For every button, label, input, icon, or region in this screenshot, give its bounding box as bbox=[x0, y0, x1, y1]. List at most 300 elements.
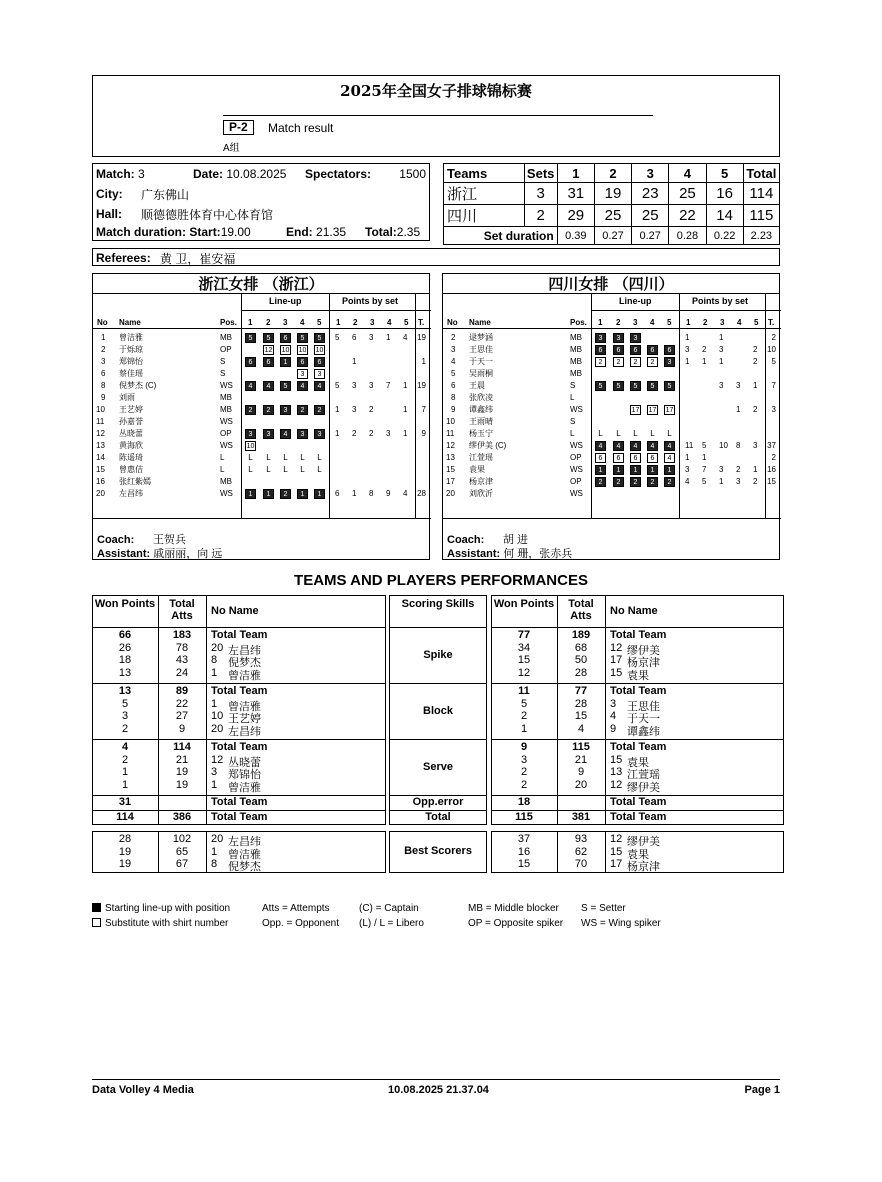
total-atts-value: 19 bbox=[175, 766, 189, 778]
section-rule bbox=[389, 683, 487, 684]
starting-position-marker: 3 bbox=[263, 429, 274, 439]
no-name-header: No Name bbox=[610, 605, 658, 617]
libero-marker: L bbox=[616, 429, 621, 438]
set-points: 3 bbox=[352, 405, 357, 414]
set-points: 7 bbox=[386, 381, 391, 390]
t-header: T. bbox=[768, 318, 775, 327]
player-total: 7 bbox=[771, 381, 776, 390]
starting-position-marker: 1 bbox=[263, 489, 274, 499]
won-points-value: 77 bbox=[517, 629, 531, 641]
player-position: L bbox=[570, 393, 575, 402]
total-atts-value: 28 bbox=[574, 666, 588, 679]
player-number: 15 bbox=[610, 845, 623, 858]
player-number: 1 bbox=[211, 697, 218, 710]
set-score: 14 bbox=[706, 205, 743, 227]
points-set-header: 2 bbox=[353, 318, 358, 327]
set-score: 25 bbox=[594, 205, 631, 227]
player-position: MB bbox=[570, 357, 582, 366]
won-points-value: 26 bbox=[118, 641, 132, 654]
starting-position-marker: 3 bbox=[297, 429, 308, 439]
set-points: 3 bbox=[386, 429, 391, 438]
document-label: Match result bbox=[268, 121, 334, 135]
set-points: 3 bbox=[685, 465, 690, 474]
team-title: 四川女排 （四川） bbox=[443, 274, 779, 294]
points-set-header: 1 bbox=[336, 318, 341, 327]
player-position: MB bbox=[570, 345, 582, 354]
performance-title: TEAMS AND PLAYERS PERFORMANCES bbox=[294, 572, 588, 589]
player-name: 刘雨 bbox=[119, 393, 135, 402]
set-points: 3 bbox=[736, 381, 741, 390]
libero-marker: L bbox=[598, 429, 603, 438]
set-duration: 0.22 bbox=[706, 227, 743, 245]
result-header-row bbox=[444, 164, 780, 183]
footer-software: Data Volley 4 Media bbox=[92, 1084, 194, 1096]
player-name: 袁果 bbox=[627, 756, 649, 769]
section-rule bbox=[92, 683, 386, 684]
player-name: 缪伊美 (C) bbox=[469, 441, 507, 450]
player-position: WS bbox=[220, 381, 233, 390]
starting-position-marker: 6 bbox=[245, 357, 256, 367]
skill-label: Serve bbox=[423, 761, 453, 773]
player-name: 左昌纬 bbox=[119, 489, 143, 498]
set-points: 1 bbox=[685, 453, 690, 462]
set-points: 4 bbox=[403, 489, 408, 498]
starting-position-marker: 2 bbox=[664, 477, 675, 487]
total-atts-value: 15 bbox=[574, 710, 588, 722]
total-atts-value: 68 bbox=[574, 641, 588, 654]
total-atts-value: 381 bbox=[571, 811, 591, 823]
set-points: 2 bbox=[369, 405, 374, 414]
starting-position-marker: 6 bbox=[314, 357, 325, 367]
total-atts-value: 114 bbox=[173, 741, 191, 753]
starting-position-marker: 5 bbox=[280, 381, 291, 391]
starting-position-marker: 3 bbox=[595, 333, 606, 343]
player-position: S bbox=[220, 357, 226, 366]
starting-position-marker: 1 bbox=[245, 489, 256, 499]
player-name: 倪梦杰 bbox=[228, 861, 261, 873]
player-number: 12 bbox=[610, 778, 623, 791]
player-position: L bbox=[220, 465, 225, 474]
starting-position-marker: 4 bbox=[280, 429, 291, 439]
player-number: 5 bbox=[451, 369, 456, 378]
won-points-value: 2 bbox=[121, 753, 129, 766]
player-number: 20 bbox=[211, 833, 224, 845]
player-name: 缪伊美 bbox=[627, 781, 660, 794]
set-points: 1 bbox=[685, 333, 690, 342]
starting-position-marker: 3 bbox=[280, 405, 291, 415]
total-atts-value: 27 bbox=[175, 710, 189, 722]
substitute-marker: 10 bbox=[281, 347, 290, 354]
total-atts-value: 50 bbox=[574, 654, 588, 666]
player-name: 杨玉宁 bbox=[469, 429, 493, 438]
player-name: 于烁琼 bbox=[119, 345, 143, 354]
player-number: 1 bbox=[211, 778, 218, 791]
skill-label: Spike bbox=[423, 649, 453, 661]
player-number: 12 bbox=[610, 833, 623, 845]
lineup-set-header: 3 bbox=[633, 318, 638, 327]
total-atts-value: 89 bbox=[175, 685, 189, 697]
set-points: 8 bbox=[736, 441, 741, 450]
no-name-header: No Name bbox=[211, 605, 259, 617]
player-name: 王思佳 bbox=[627, 700, 660, 713]
starting-position-marker: 4 bbox=[630, 441, 641, 451]
starting-position-marker: 2 bbox=[647, 477, 658, 487]
starting-position-marker: 6 bbox=[613, 345, 624, 355]
starting-position-marker: 5 bbox=[245, 333, 256, 343]
set2-header: 2 bbox=[594, 164, 631, 183]
starting-position-marker: 4 bbox=[297, 381, 308, 391]
spectators-count: 1500 bbox=[399, 167, 426, 181]
libero-marker: L bbox=[667, 429, 672, 438]
header-rule bbox=[93, 328, 431, 329]
referees-box bbox=[92, 248, 780, 266]
referees-label: Referees: bbox=[96, 251, 151, 265]
starting-position-marker: 5 bbox=[630, 381, 641, 391]
starting-position-marker: 6 bbox=[630, 345, 641, 355]
total-atts-value: 43 bbox=[175, 654, 189, 666]
won-points-value: 19 bbox=[118, 845, 132, 858]
set-duration: 0.27 bbox=[632, 227, 669, 245]
total-atts-value: 9 bbox=[178, 722, 186, 735]
set-points: 3 bbox=[753, 441, 758, 450]
total-atts-value: 21 bbox=[175, 753, 189, 766]
team-total-label: Total Team bbox=[211, 685, 268, 697]
set-points: 1 bbox=[753, 465, 758, 474]
pos-header: Pos. bbox=[570, 318, 587, 327]
result-row bbox=[444, 183, 780, 205]
team-total-label: Total Team bbox=[610, 629, 667, 641]
set-score: 19 bbox=[594, 183, 631, 205]
points-set-header: 5 bbox=[754, 318, 759, 327]
team-total-label: Total Team bbox=[211, 796, 268, 808]
set-score: 16 bbox=[706, 183, 743, 205]
set-points: 6 bbox=[335, 489, 340, 498]
set-points: 3 bbox=[352, 381, 357, 390]
total-atts-value: 19 bbox=[175, 778, 189, 791]
player-number: 1 bbox=[101, 333, 106, 342]
starting-position-marker: 5 bbox=[263, 333, 274, 343]
total-atts-value: 9 bbox=[577, 766, 585, 778]
player-number: 12 bbox=[96, 429, 105, 438]
substitute-marker: 17 bbox=[665, 407, 674, 414]
player-number: 3 bbox=[610, 697, 617, 710]
set-points: 1 bbox=[335, 405, 340, 414]
set-points: 3 bbox=[719, 381, 724, 390]
won-points-value: 34 bbox=[517, 641, 531, 654]
player-total: 2 bbox=[771, 453, 776, 462]
player-total: 37 bbox=[767, 441, 776, 450]
legend-starting: Starting line-up with position bbox=[92, 903, 230, 914]
spectators-label: Spectators: bbox=[305, 167, 372, 181]
starting-position-marker: 5 bbox=[647, 381, 658, 391]
starting-position-marker: 5 bbox=[595, 381, 606, 391]
best-scorers-label: Best Scorers bbox=[404, 845, 472, 857]
assistant-row bbox=[97, 545, 222, 561]
won-points-value: 16 bbox=[517, 845, 531, 858]
player-name: 王思佳 bbox=[469, 345, 493, 354]
player-name: 于天一 bbox=[469, 357, 493, 366]
assistant-row bbox=[447, 545, 572, 561]
set-duration-label: Set duration bbox=[483, 228, 554, 243]
player-total: 19 bbox=[417, 333, 426, 342]
no-header: No bbox=[447, 318, 458, 327]
player-number: 3 bbox=[101, 357, 106, 366]
set-points: 3 bbox=[719, 465, 724, 474]
player-name: 袁果 bbox=[469, 465, 485, 474]
legend-atts: Atts = Attempts bbox=[262, 903, 330, 914]
set-points: 4 bbox=[685, 477, 690, 486]
player-number: 20 bbox=[446, 489, 455, 498]
legend-opp: Opp. = Opponent bbox=[262, 918, 340, 929]
set-points: 2 bbox=[702, 345, 707, 354]
libero-marker: L bbox=[283, 453, 288, 462]
hall-value: 顺德德胜体育中心体育馆 bbox=[141, 208, 274, 222]
set-points: 1 bbox=[702, 453, 707, 462]
player-position: WS bbox=[570, 441, 583, 450]
points-set-header: 4 bbox=[737, 318, 742, 327]
points-by-set-header: Points by set bbox=[342, 296, 399, 306]
player-total: 2 bbox=[771, 333, 776, 342]
player-total: 9 bbox=[421, 429, 426, 438]
player-position: MB bbox=[220, 477, 232, 486]
substitute-marker: 10 bbox=[298, 347, 307, 354]
team-total-label: Total Team bbox=[610, 796, 667, 808]
won-points-value: 2 bbox=[520, 778, 528, 791]
legend-mb: MB = Middle blocker bbox=[468, 903, 559, 914]
starting-position-marker: 6 bbox=[280, 333, 291, 343]
player-name: 吴雨桐 bbox=[469, 369, 493, 378]
libero-marker: L bbox=[317, 453, 322, 462]
player-name: 曾洁雅 bbox=[228, 781, 261, 794]
starting-position-marker: 1 bbox=[647, 465, 658, 475]
won-points-value: 12 bbox=[517, 666, 531, 679]
substitute-marker: 17 bbox=[648, 407, 657, 414]
player-name: 杨京津 bbox=[469, 477, 493, 486]
starting-position-marker: 1 bbox=[297, 489, 308, 499]
points-set-header: 5 bbox=[404, 318, 409, 327]
player-number: 16 bbox=[96, 477, 105, 486]
won-points-value: 15 bbox=[517, 654, 531, 666]
won-points-value: 2 bbox=[121, 722, 129, 735]
header-rule bbox=[443, 328, 781, 329]
substitute-marker: 6 bbox=[630, 453, 641, 463]
legend-setter: S = Setter bbox=[581, 903, 626, 914]
libero-marker: L bbox=[317, 465, 322, 474]
player-name: 缪伊美 bbox=[627, 836, 660, 848]
starting-position-marker: 2 bbox=[630, 477, 641, 487]
libero-marker: L bbox=[266, 465, 271, 474]
sets-header: Sets bbox=[524, 164, 557, 183]
hall-label: Hall: bbox=[96, 207, 123, 221]
player-name: 袁果 bbox=[627, 669, 649, 682]
player-position: MB bbox=[220, 333, 232, 342]
substitute-marker: 6 bbox=[595, 453, 606, 463]
total-atts-value: 21 bbox=[574, 753, 588, 766]
player-number: 15 bbox=[96, 465, 105, 474]
match-label: Match: bbox=[96, 167, 135, 181]
set-score: 31 bbox=[557, 183, 594, 205]
starting-position-marker: 2 bbox=[595, 477, 606, 487]
player-name: 曾洁雅 bbox=[228, 669, 261, 682]
player-name: 谭鑫纬 bbox=[627, 725, 660, 738]
starting-position-marker: 1 bbox=[613, 465, 624, 475]
total-atts-value: 20 bbox=[574, 778, 588, 791]
scoring-skills-header: Scoring Skills bbox=[401, 598, 475, 610]
won-points-value: 114 bbox=[116, 811, 134, 823]
name-header: Name bbox=[119, 318, 141, 327]
set-score: 22 bbox=[669, 205, 706, 227]
end-label: End: bbox=[286, 225, 313, 239]
starting-position-marker: 1 bbox=[595, 465, 606, 475]
set-duration-total: 2.23 bbox=[743, 227, 779, 245]
set-points: 11 bbox=[685, 441, 694, 450]
starting-position-marker: 6 bbox=[297, 357, 308, 367]
set-points: 1 bbox=[719, 333, 724, 342]
player-position: S bbox=[220, 369, 226, 378]
player-number: 15 bbox=[610, 666, 623, 679]
total-atts-value: 115 bbox=[572, 741, 590, 753]
player-number: 10 bbox=[446, 417, 455, 426]
won-points-value: 1 bbox=[520, 722, 528, 735]
lineup-set-header: 5 bbox=[667, 318, 672, 327]
assistant-label: Assistant: bbox=[447, 548, 504, 560]
opp-error-label: Opp.error bbox=[412, 796, 464, 808]
section-rule bbox=[491, 627, 784, 628]
points-set-header: 3 bbox=[720, 318, 725, 327]
starting-position-marker: 3 bbox=[630, 333, 641, 343]
substitute-marker: 2 bbox=[647, 357, 658, 367]
match-info-box bbox=[92, 163, 430, 241]
set-points: 1 bbox=[403, 405, 408, 414]
player-number: 15 bbox=[610, 753, 623, 766]
set-points: 1 bbox=[719, 477, 724, 486]
total-atts-value: 102 bbox=[172, 833, 192, 845]
set-points: 1 bbox=[719, 357, 724, 366]
player-position: OP bbox=[220, 345, 232, 354]
player-position: WS bbox=[220, 441, 233, 450]
player-position: S bbox=[570, 381, 576, 390]
player-name: 张欣凌 bbox=[469, 393, 493, 402]
won-points-value: 1 bbox=[121, 778, 129, 791]
set5-header: 5 bbox=[706, 164, 743, 183]
starting-position-marker: 5 bbox=[613, 381, 624, 391]
starting-position-marker: 6 bbox=[263, 357, 274, 367]
set-duration: 0.28 bbox=[669, 227, 706, 245]
legend-captain: (C) = Captain bbox=[359, 903, 419, 914]
total-atts-value: 189 bbox=[571, 629, 591, 641]
assistant-label: Assistant: bbox=[97, 548, 154, 560]
set-duration: 0.39 bbox=[557, 227, 594, 245]
start-time: 19.00 bbox=[220, 225, 251, 239]
filled-square-icon bbox=[92, 903, 101, 912]
city-label: City: bbox=[96, 187, 123, 201]
lineup-header: Line-up bbox=[619, 296, 652, 306]
starting-position-marker: 2 bbox=[314, 405, 325, 415]
won-points-header: Won Points bbox=[94, 598, 156, 610]
player-name: 杨京津 bbox=[627, 861, 660, 873]
header-rule bbox=[223, 115, 653, 116]
won-points-value: 11 bbox=[518, 685, 530, 697]
teams-header: Teams bbox=[444, 164, 525, 183]
starting-position-marker: 2 bbox=[613, 477, 624, 487]
match-number: 3 bbox=[138, 167, 145, 181]
starting-position-marker: 3 bbox=[664, 357, 675, 367]
starting-position-marker: 4 bbox=[595, 441, 606, 451]
player-number: 15 bbox=[446, 465, 455, 474]
header-box bbox=[92, 75, 780, 157]
player-number: 10 bbox=[211, 710, 224, 722]
player-number: 8 bbox=[211, 858, 218, 870]
player-number: 13 bbox=[96, 441, 105, 450]
player-number: 8 bbox=[211, 654, 218, 666]
starting-position-marker: 5 bbox=[664, 381, 675, 391]
player-position: MB bbox=[220, 393, 232, 402]
starting-position-marker: 4 bbox=[613, 441, 624, 451]
libero-marker: L bbox=[300, 453, 305, 462]
starting-position-marker: 1 bbox=[630, 465, 641, 475]
player-number: 12 bbox=[446, 441, 455, 450]
set-points: 3 bbox=[736, 477, 741, 486]
set-points: 1 bbox=[736, 405, 741, 414]
player-name: 左昌纬 bbox=[228, 725, 261, 738]
set-points: 2 bbox=[753, 345, 758, 354]
starting-position-marker: 1 bbox=[280, 357, 291, 367]
duration-label: Match duration: bbox=[96, 225, 186, 239]
set-points: 8 bbox=[369, 489, 374, 498]
empty-square-icon bbox=[92, 918, 101, 927]
player-position: S bbox=[570, 417, 576, 426]
player-name: 曾洁雅 bbox=[228, 700, 261, 713]
header-rule bbox=[591, 310, 781, 311]
home-roster bbox=[92, 273, 430, 560]
total-atts-value: 28 bbox=[574, 697, 588, 710]
set-points: 1 bbox=[352, 357, 357, 366]
no-header: No bbox=[97, 318, 108, 327]
won-points-value: 15 bbox=[517, 858, 531, 870]
set-points: 10 bbox=[719, 441, 728, 450]
player-number: 12 bbox=[610, 641, 623, 654]
section-rule bbox=[92, 739, 386, 740]
won-points-value: 31 bbox=[118, 796, 132, 808]
date-label: Date: bbox=[193, 167, 224, 181]
substitute-marker: 4 bbox=[664, 453, 675, 463]
player-position: L bbox=[220, 453, 225, 462]
starting-position-marker: 6 bbox=[647, 345, 658, 355]
player-name: 谭鑫纬 bbox=[469, 405, 493, 414]
player-position: WS bbox=[570, 489, 583, 498]
substitute-marker: 17 bbox=[631, 407, 640, 414]
total-atts-value: 386 bbox=[172, 811, 192, 823]
player-position: MB bbox=[570, 369, 582, 378]
points-set-header: 2 bbox=[703, 318, 708, 327]
won-points-value: 28 bbox=[118, 833, 132, 845]
set-points: 1 bbox=[403, 429, 408, 438]
starting-position-marker: 2 bbox=[263, 405, 274, 415]
assistant-names: 戚丽丽，向 远 bbox=[153, 548, 223, 560]
player-name: 曾洁雅 bbox=[119, 333, 143, 342]
footer-timestamp: 10.08.2025 21.37.04 bbox=[388, 1084, 489, 1096]
player-number: 17 bbox=[610, 654, 623, 666]
set-points: 1 bbox=[386, 333, 391, 342]
total-atts-value: 77 bbox=[574, 685, 588, 697]
start-label: Start: bbox=[189, 225, 221, 239]
player-name: 郑锦怡 bbox=[119, 357, 143, 366]
away-roster bbox=[442, 273, 780, 560]
document-code: P-2 bbox=[223, 120, 254, 135]
section-rule bbox=[92, 627, 386, 628]
set-points: 1 bbox=[403, 381, 408, 390]
libero-marker: L bbox=[283, 465, 288, 474]
